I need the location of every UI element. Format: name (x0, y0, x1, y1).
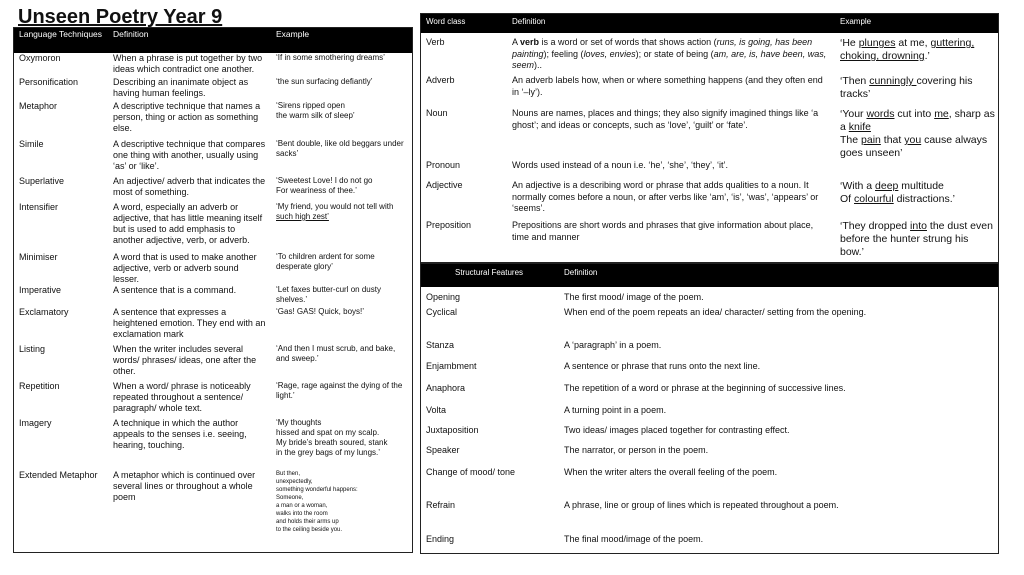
term: Volta (426, 405, 447, 415)
definition: An adverb labels how, when or where something happens (and they often end in ‘–ly’). (512, 75, 823, 97)
term: Exclamatory (19, 307, 69, 317)
definition: An adjective is a describing word or phrase that adds qualities to a noun. It normally comes before a noun, or after verbs like ‘am’, ‘is’, ‘was’, ‘appears’ or ‘seems’. (512, 180, 819, 213)
term: Preposition (426, 220, 472, 230)
term: Imperative (19, 285, 62, 295)
definition: A technique in which the author appeals to the senses i.e. seeing, hearing, touching. (113, 418, 247, 450)
term: Verb (426, 37, 445, 47)
definition: An adjective/ adverb that indicates the most of something. (113, 176, 266, 197)
term: Listing (19, 344, 46, 354)
term: Refrain (426, 500, 456, 510)
table-row (14, 252, 413, 285)
definition: When a phrase is put together by two ideas which contradict one another. (113, 53, 263, 74)
term: Personification (19, 77, 79, 87)
header-structural-features: Structural Features (421, 264, 559, 287)
term: Opening (426, 292, 461, 302)
term: Juxtaposition (426, 425, 479, 435)
table-row (14, 53, 413, 77)
header-example: Example (271, 28, 413, 53)
table-row (421, 467, 999, 500)
example: ‘the sun surfacing defiantly’ (276, 77, 373, 86)
definition: When a word/ phrase is noticeably repeated throughout a sentence/ paragraph/ whole text. (113, 381, 251, 413)
table-header-row (421, 14, 999, 33)
table-row (421, 340, 999, 361)
word-class-table (420, 13, 999, 263)
example: ‘Then cunningly covering his tracks’ (840, 75, 973, 100)
definition: When the writer alters the overall feeling of the poem. (564, 467, 778, 477)
term: Adjective (426, 180, 463, 190)
term: Oxymoron (19, 53, 61, 63)
definition: The narrator, or person in the poem. (564, 445, 709, 455)
example: ‘Sirens ripped open the warm silk of sleep’ (276, 101, 355, 120)
example: ‘Sweetest Love! I do not go For weariness of thee.’ (276, 176, 373, 195)
term: Cyclical (426, 307, 458, 317)
term: Intensifier (19, 202, 59, 212)
example: ‘And then I must scrub, and bake, and sweep.’ (276, 344, 396, 363)
table-row (14, 139, 413, 176)
term: Change of mood/ tone (426, 467, 516, 477)
structural-features-table (420, 263, 999, 554)
example: ‘Bent double, like old beggars under sacks’ (276, 139, 404, 158)
definition: A turning point in a poem. (564, 405, 667, 415)
term: Enjambment (426, 361, 477, 371)
example (835, 160, 999, 180)
definition: Nouns are names, places and things; they also signify imagined things like ‘a ghost’; and ideas or concepts, such as ‘love’, ‘guilt’ or ‘fate’. (512, 108, 819, 130)
example: ‘Your words cut into me, sharp as a knife The pain that you cause always goes unseen’ (840, 108, 995, 159)
table-header-row (14, 28, 413, 53)
table-row (14, 285, 413, 307)
table-row (421, 405, 999, 425)
definition: The first mood/ image of the poem. (564, 292, 704, 302)
table-row (14, 176, 413, 202)
term: Noun (426, 108, 448, 118)
definition: When the writer includes several words/ phrases/ ideas, one after the other. (113, 344, 257, 376)
definition: A phrase, line or group of lines which is repeated throughout a poem. (564, 500, 839, 510)
page-title: Unseen Poetry Year 9 (18, 6, 223, 28)
table-row (421, 361, 999, 383)
definition: A ‘paragraph’ in a poem. (564, 340, 662, 350)
term: Adverb (426, 75, 455, 85)
definition: A descriptive technique that compares one thing with another, usually using ‘as’ or ‘like’. (113, 139, 266, 171)
table-header-row (421, 264, 999, 287)
example: ‘My thoughts hissed and spat on my scalp. My bride’s breath soured, stank in the grey bags of my lungs.’ (276, 418, 388, 457)
table-row (421, 220, 999, 263)
definition: When end of the poem repeats an idea/ character/ setting from the opening. (564, 307, 867, 317)
table-row (421, 33, 999, 75)
example: ‘He plunges at me, guttering, choking, drowning.’ (840, 37, 975, 62)
example: ‘With a deep multitude Of colourful distractions.’ (840, 180, 955, 205)
term: Simile (19, 139, 44, 149)
definition: A word, especially an adverb or adjective, that has little meaning itself but is used to add emphasis to another adjective, verb, or adverb. (113, 202, 263, 245)
term: Extended Metaphor (19, 470, 98, 480)
table-row (14, 77, 413, 101)
header-example: Example (835, 14, 999, 33)
header-definition: Definition (108, 28, 271, 53)
definition: A metaphor which is continued over several lines or throughout a whole poem (113, 470, 256, 502)
term: Imagery (19, 418, 52, 428)
definition: A sentence that expresses a heightened emotion. They end with an exclamation mark (113, 307, 266, 339)
example: ‘Rage, rage against the dying of the light.’ (276, 381, 403, 400)
table-row (421, 445, 999, 467)
term: Ending (426, 534, 455, 544)
example: But then, unexpectedly, something wonderful happens: Someone, a man or a woman, walks into the room and holds their arms up to the ceiling beside you. (276, 471, 358, 533)
example: ‘Let faxes butter-curl on dusty shelves.’ (276, 285, 381, 304)
definition: A verb is a word or set of words that shows action (runs, is going, has been painting); feeling (loves, envies); or state of being (am, are, is, have been, was, seem).. (512, 37, 827, 70)
definition: The final mood/image of the poem. (564, 534, 704, 544)
term: Anaphora (426, 383, 466, 393)
term: Speaker (426, 445, 460, 455)
term: Minimiser (19, 252, 58, 262)
definition: Describing an inanimate object as having human feelings. (113, 77, 249, 98)
table-row (421, 108, 999, 160)
definition: Two ideas/ images placed together for contrasting effect. (564, 425, 790, 435)
table-row (14, 101, 413, 139)
language-techniques-table (13, 27, 413, 553)
term: Superlative (19, 176, 65, 186)
definition: Words used instead of a noun i.e. ‘he’, ‘she’, ‘they’, ‘it’. (512, 160, 728, 170)
table-row (421, 500, 999, 534)
definition: A word that is used to make another adjective, verb or adverb sound lesser. (113, 252, 257, 284)
header-definition: Definition (507, 14, 835, 33)
table-row (421, 287, 999, 307)
table-row (14, 202, 413, 252)
table-row (14, 418, 413, 470)
table-row (421, 383, 999, 405)
term: Metaphor (19, 101, 58, 111)
table-row (14, 307, 413, 344)
header-word-class: Word class (421, 14, 507, 33)
table-row (421, 180, 999, 220)
table-row (421, 160, 999, 180)
example: ‘If in some smothering dreams’ (276, 53, 385, 62)
table-row (14, 344, 413, 381)
term: Pronoun (426, 160, 461, 170)
table-row (421, 75, 999, 108)
example: ‘To children ardent for some desperate glory’ (276, 252, 375, 271)
table-row (421, 425, 999, 445)
definition: A sentence that is a command. (113, 285, 237, 295)
definition: Prepositions are short words and phrases that give information about place, time and manner (512, 220, 814, 242)
header-definition: Definition (559, 264, 999, 287)
term: Repetition (19, 381, 60, 391)
table-row (14, 470, 413, 538)
table-row (421, 534, 999, 554)
table-row (421, 307, 999, 340)
definition: The repetition of a word or phrase at the beginning of successive lines. (564, 383, 846, 393)
example: ‘Gas! GAS! Quick, boys!’ (276, 307, 365, 316)
table-row (14, 381, 413, 418)
example: ‘They dropped into the dust even before the hunter strung his bow.’ (840, 220, 993, 258)
term: Stanza (426, 340, 455, 350)
definition: A sentence or phrase that runs onto the next line. (564, 361, 761, 371)
example: ‘My friend, you would not tell with such high zest’ (276, 202, 394, 221)
header-language-techniques: Language Techniques (14, 28, 108, 53)
definition: A descriptive technique that names a person, thing or action as something else. (113, 101, 261, 133)
